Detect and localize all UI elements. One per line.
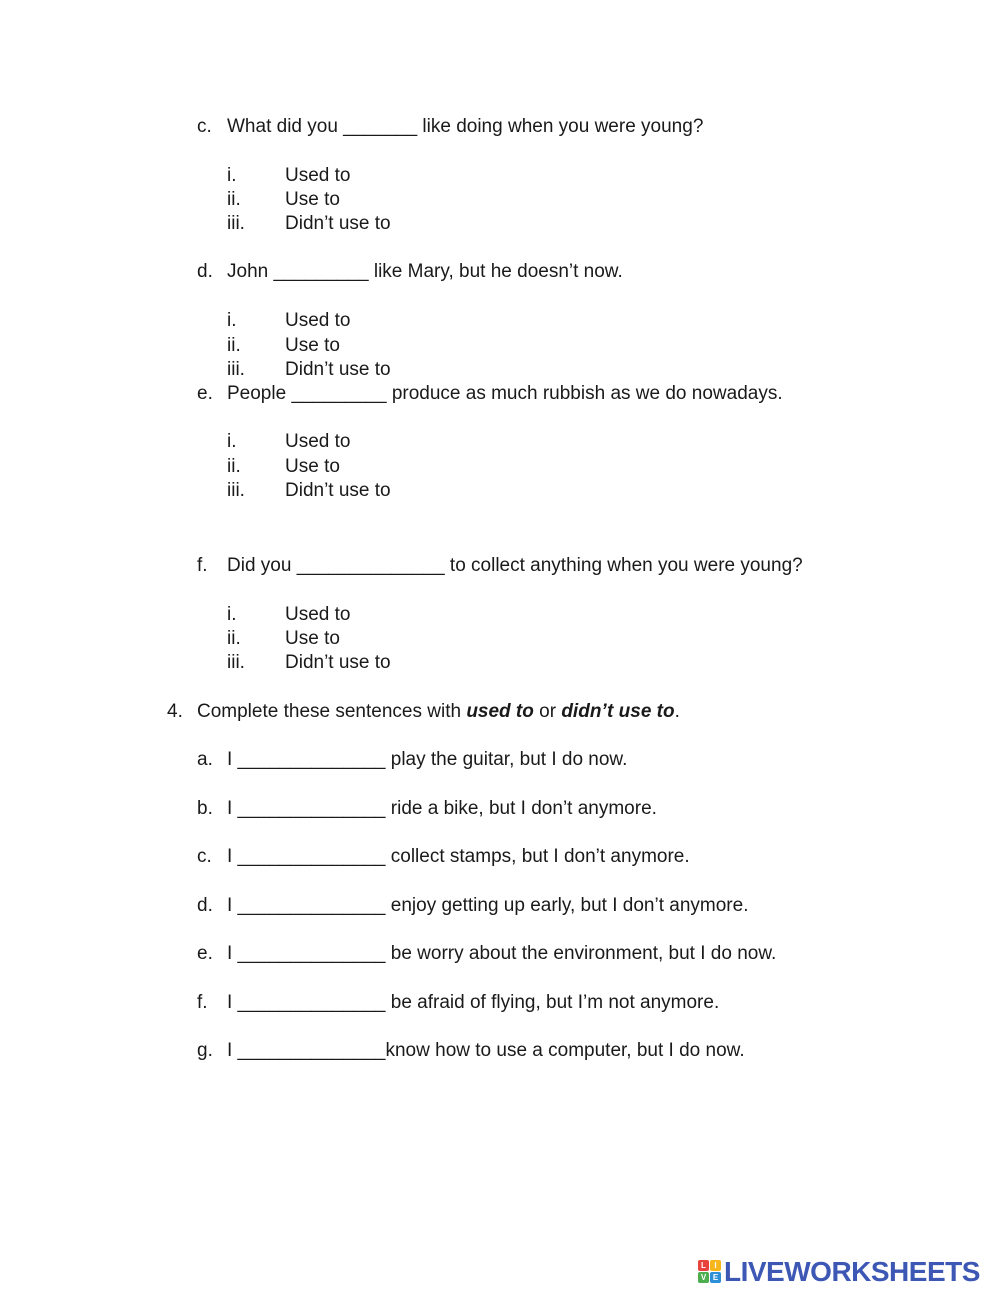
item-label: f. [197,992,208,1013]
liveworksheets-logo-text: LIVEWORKSHEETS [724,1256,980,1287]
option-text: Used to [285,165,351,186]
option-number: i. [227,431,237,452]
item-label: c. [197,846,212,867]
instruction-prefix: Complete these sentences with [197,701,467,722]
option-text: Use to [285,189,340,210]
item-text: I ______________ collect stamps, but I don’t anymore. [227,846,690,867]
option-number: iii. [227,213,245,234]
item-label: f. [197,555,208,576]
item-text: I ______________ be worry about the environment, but I do now. [227,943,777,964]
item-text: I ______________ enjoy getting up early, but I don’t anymore. [227,895,749,916]
instruction-em-used-to: used to [466,701,534,722]
option-text: Didn’t use to [285,652,391,673]
option-number: ii. [227,189,241,210]
logo-icon-block: V [698,1272,709,1283]
option-number: ii. [227,628,241,649]
item-text: Did you ______________ to collect anything when you were young? [227,555,803,576]
item-label: c. [197,116,212,137]
question-instruction [197,701,680,723]
liveworksheets-logo [698,1255,980,1289]
option-number: i. [227,165,237,186]
instruction-em-didnt-use-to: didn’t use to [561,701,675,722]
item-label: d. [197,895,213,916]
option-text: Used to [285,431,351,452]
item-text: People _________ produce as much rubbish as we do nowadays. [227,383,783,404]
option-number: iii. [227,652,245,673]
option-text: Didn’t use to [285,213,391,234]
item-label: e. [197,943,213,964]
option-text: Used to [285,604,351,625]
option-text: Didn’t use to [285,480,391,501]
option-number: iii. [227,359,245,380]
option-text: Use to [285,335,340,356]
instruction-suffix: . [674,701,680,722]
item-label: g. [197,1040,213,1061]
option-text: Didn’t use to [285,359,391,380]
question-number: 4. [167,701,183,722]
item-text: What did you _______ like doing when you were young? [227,116,704,137]
option-number: ii. [227,335,241,356]
item-label: e. [197,383,213,404]
option-number: i. [227,604,237,625]
option-text: Use to [285,456,340,477]
item-label: b. [197,798,213,819]
option-text: Use to [285,628,340,649]
item-text: John _________ like Mary, but he doesn’t now. [227,261,623,282]
item-label: d. [197,261,213,282]
item-text: I ______________ be afraid of flying, but I’m not anymore. [227,992,720,1013]
logo-icon-block: L [698,1260,709,1271]
option-number: i. [227,310,237,331]
logo-icon-block: E [710,1272,721,1283]
liveworksheets-logo-icon [698,1260,722,1284]
item-label: a. [197,749,213,770]
logo-icon-block: I [710,1260,721,1271]
option-text: Used to [285,310,351,331]
item-text: I ______________ play the guitar, but I do now. [227,749,628,770]
item-text: I ______________ ride a bike, but I don’t anymore. [227,798,657,819]
option-number: ii. [227,456,241,477]
instruction-mid: or [533,701,562,722]
item-text: I ______________know how to use a computer, but I do now. [227,1040,745,1061]
option-number: iii. [227,480,245,501]
